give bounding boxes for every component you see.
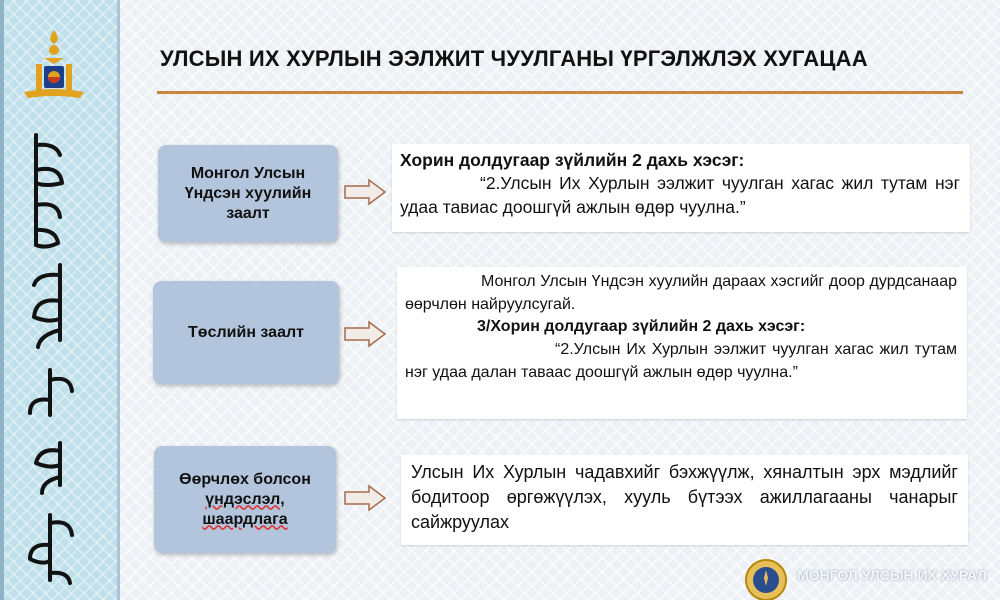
label-line: Өөрчлөх болсон (179, 470, 311, 488)
right-arrow-icon (343, 178, 387, 206)
label-rationale (154, 446, 336, 553)
draft-heading: 3/Хорин долдугаар зүйлийн 2 дахь хэсэг: (477, 318, 806, 336)
footer-org-name: МОНГОЛ УЛСЫН ИХ ХУРАЛ (797, 567, 988, 583)
label-line: заалт (226, 204, 270, 222)
label-line: Үндсэн хуулийн (184, 184, 312, 202)
right-arrow-icon (343, 320, 387, 348)
label-draft-provision (153, 281, 339, 384)
right-arrow-icon (343, 484, 387, 512)
title-underline (157, 91, 963, 94)
mongolian-script-logo (16, 125, 86, 590)
article-quote: “2.Улсын Их Хурлын ээлжит чуулган хагас жил тутам нэг удаа тавиас доошгүй ажлын өдөр чуулна.” (400, 173, 960, 217)
text-box-constitution (392, 144, 970, 232)
label-constitution-provision (158, 145, 338, 242)
parliament-seal-icon (742, 556, 790, 600)
label-line: Төслийн заалт (188, 323, 304, 341)
sidebar-border (0, 0, 4, 600)
label-line: үндэслэл, (205, 490, 285, 508)
soyombo-emblem-icon (20, 28, 88, 100)
sidebar (0, 0, 120, 600)
draft-quote: “2.Улсын Их Хурлын ээлжит чуулган хагас жил тутам нэг удаа далан таваас доошгүй ажлын өдөр чуулна.” (405, 341, 957, 381)
draft-intro: Монгол Улсын Үндсэн хуулийн дараах хэсгийг доор дурдсанаар өөрчлөн найруулсугай. (405, 273, 957, 313)
text-box-draft (397, 267, 967, 419)
text-box-rationale (401, 455, 968, 545)
slide-title: УЛСЫН ИХ ХУРЛЫН ЭЭЛЖИТ ЧУУЛГАНЫ ҮРГЭЛЖЛЭХ ХУГАЦАА (160, 46, 868, 71)
rationale-text: Улсын Их Хурлын чадавхийг бэхжүүлж, хяналтын эрх мэдлийг бодитоор өргөжүүлэх, хууль бүтээх ажиллагааны чанарыг сайжруулах (411, 462, 958, 532)
label-line: шаардлага (202, 510, 288, 528)
article-heading: Хорин долдугаар зүйлийн 2 дахь хэсэг: (400, 150, 745, 170)
label-line: Монгол Улсын (190, 164, 306, 182)
